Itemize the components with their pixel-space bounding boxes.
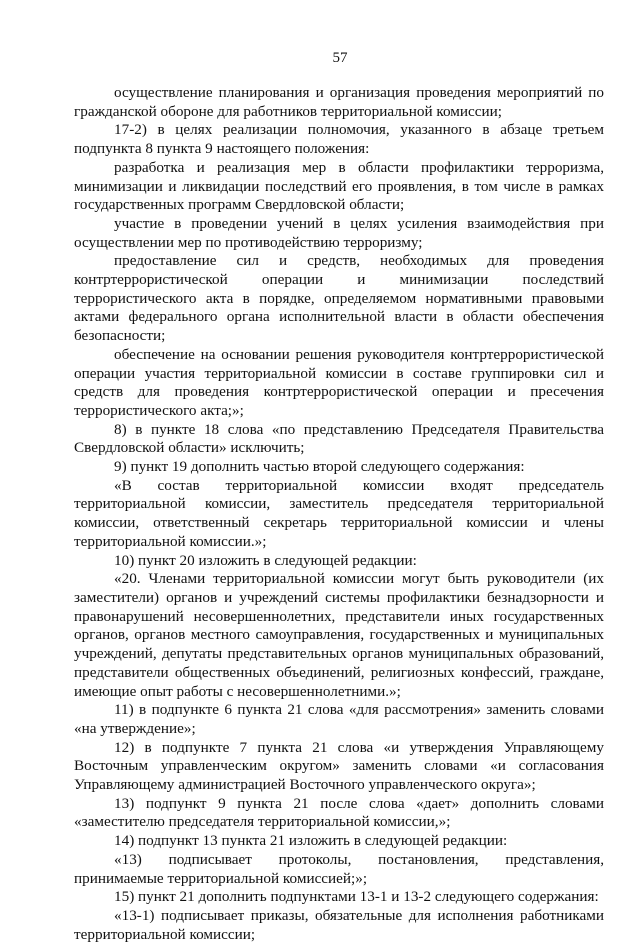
paragraph: разработка и реализация мер в области профилактики терроризма, минимизации и ликвидации последствий его проявления, в том числе в рамках государственных программ Свердловской области; xyxy=(74,158,604,214)
paragraph: 12) в подпункте 7 пункта 21 слова «и утверждения Управляющему Восточным управленческим округом» заменить словами «и согласования Управляющему администрацией Восточного управленческого округа»; xyxy=(74,738,604,794)
paragraph: предоставление сил и средств, необходимых для проведения контртеррористической операции и минимизации последствий террористического акта в порядке, определяемом нормативными правовыми актами федерального органа исполнительной власти в области обеспечения безопасности; xyxy=(74,252,604,345)
paragraph: осуществление планирования и организация проведения мероприятий по гражданской обороне для работников территориальной комиссии; xyxy=(74,84,604,120)
paragraph: «13-1) подписывает приказы, обязательные для исполнения работниками территориальной комиссии; xyxy=(74,906,604,943)
paragraph: «13) подписывает протоколы, постановления, представления, принимаемые территориальной комиссией;»; xyxy=(74,850,604,887)
paragraph: обеспечение на основании решения руководителя контртеррористической операции участия территориальной комиссии в составе группировки сил и средств для проведения контртеррористической операции и пресечения террористического акта;»; xyxy=(74,345,604,419)
paragraph: 13) подпункт 9 пункта 21 после слова «дает» дополнить словами «заместителю председателя территориальной комиссии,»; xyxy=(74,794,604,831)
paragraph: «В состав территориальной комиссии входят председатель территориальной комиссии, заместитель председателя территориальной комиссии, ответственный секретарь территориальной комиссии и члены территориальной комиссии.»; xyxy=(74,476,604,550)
page-number: 57 xyxy=(332,50,348,66)
paragraph: 9) пункт 19 дополнить частью второй следующего содержания: xyxy=(114,458,525,476)
paragraph: 10) пункт 20 изложить в следующей редакции: xyxy=(114,551,417,569)
paragraph: «20. Членами территориальной комиссии могут быть руководители (их заместители) органов и учреждений системы профилактики безнадзорности и правонарушений несовершеннолетних, представители иных государственных органов, органов местного самоуправления, государственных и муниципальных учреждений, депутаты представительных органов муниципальных образований, представители общественных объединений, религиозных конфессий, граждане, имеющие опыт работы с несовершеннолетними.»; xyxy=(74,570,604,700)
paragraph: 11) в подпункте 6 пункта 21 слова «для рассмотрения» заменить словами «на утверждение»; xyxy=(74,701,604,737)
document-body xyxy=(74,84,604,944)
paragraph: 14) подпункт 13 пункта 21 изложить в следующей редакции: xyxy=(114,832,508,850)
paragraph: участие в проведении учений в целях усиления взаимодействия при осуществлении мер по противодействию терроризму; xyxy=(74,214,604,251)
paragraph: 8) в пункте 18 слова «по представлению Председателя Правительства Свердловской области» исключить; xyxy=(74,420,604,457)
paragraph: 17-2) в целях реализации полномочия, указанного в абзаце третьем подпункта 8 пункта 9 настоящего положения: xyxy=(74,121,604,158)
paragraph: 15) пункт 21 дополнить подпунктами 13-1 и 13-2 следующего содержания: xyxy=(114,888,599,906)
